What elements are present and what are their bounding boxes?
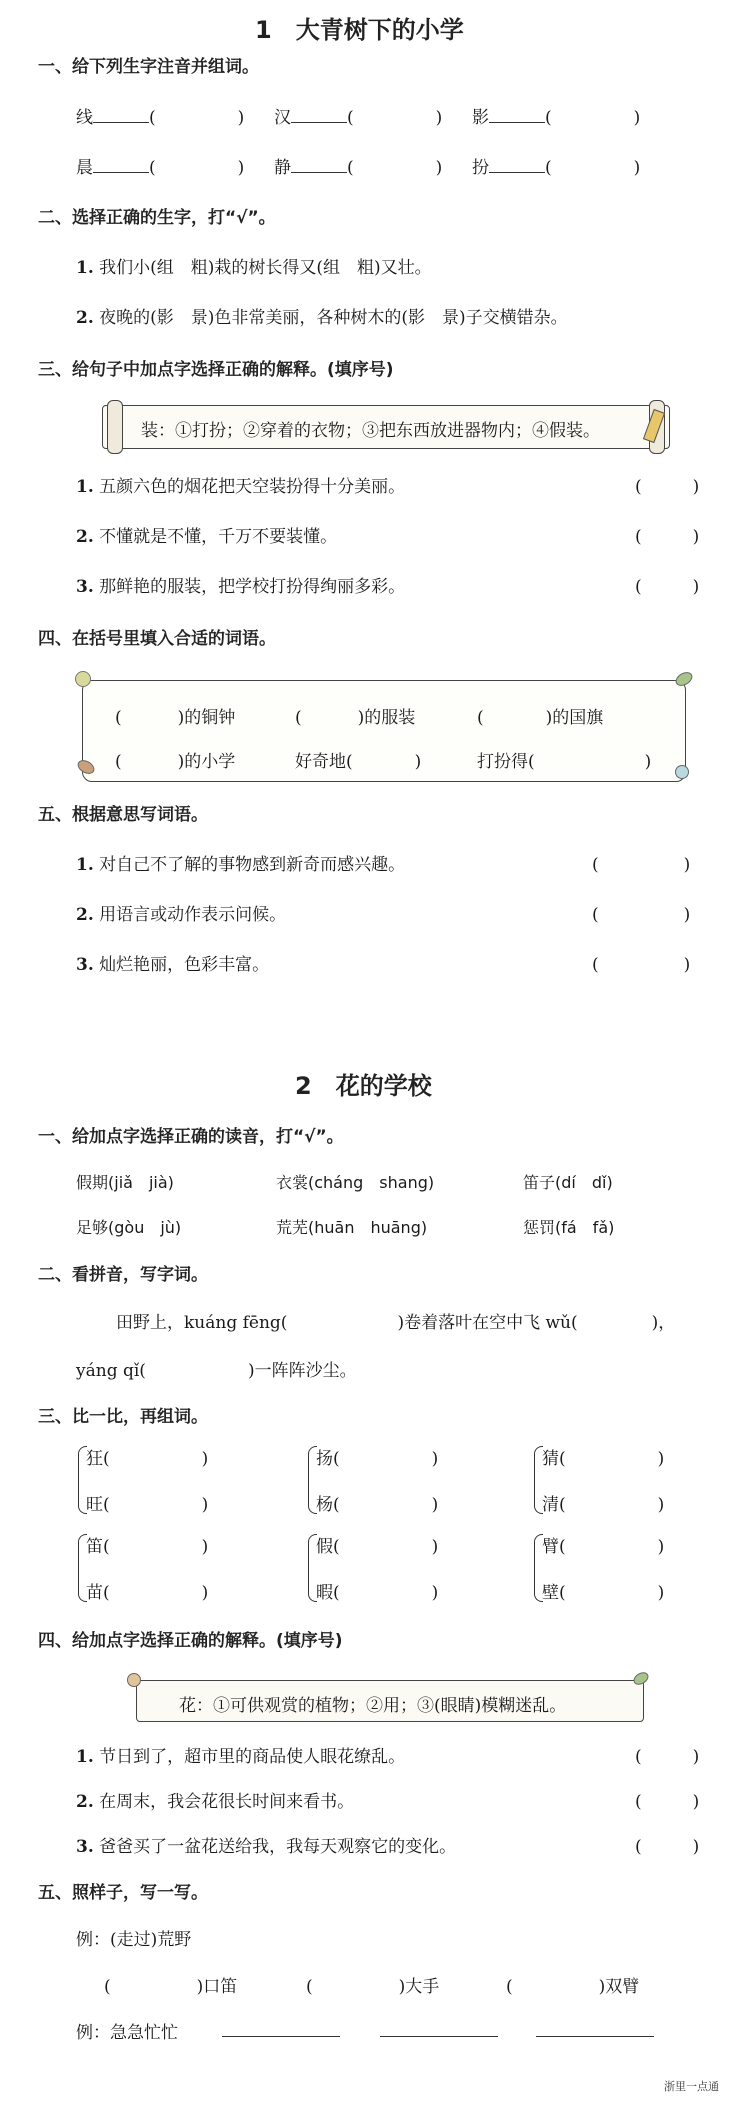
flower-icon — [127, 1673, 141, 1687]
pinyin-blank[interactable] — [93, 171, 149, 173]
answer-paren[interactable]: ( ) — [635, 1837, 700, 1857]
l2-s1-word: 惩罚(fá fǎ) — [523, 1218, 615, 1237]
answer-paren[interactable]: ( ) — [635, 1792, 700, 1812]
compare-item: 苗( ) — [86, 1583, 209, 1603]
answer-paren[interactable]: ( ) — [592, 855, 691, 875]
compare-item: 笛( ) — [86, 1537, 209, 1557]
compare-item: 清( ) — [542, 1495, 665, 1515]
l1-s3-q1: 1. 五颜六色的烟花把天空装扮得十分美丽。 — [76, 477, 406, 497]
l2-s2-line1: 田野上，kuáng fēng( )卷着落叶在空中飞 wǔ( )， — [116, 1313, 676, 1333]
fill-item: ( )的国旗 — [477, 708, 604, 728]
l2-s1-word: 笛子(dí dǐ) — [523, 1173, 613, 1192]
compare-item: 假( ) — [316, 1537, 439, 1557]
pinyin-blank[interactable] — [489, 121, 545, 123]
l2-s2-line2: yáng qǐ( )一阵阵沙尘。 — [76, 1361, 357, 1381]
l1-s2-q2: 2. 夜晚的(影 景)色非常美丽，各种树木的(影 景)子交横错杂。 — [76, 308, 568, 328]
l2-s1-heading: 一、给加点字选择正确的读音，打“√”。 — [38, 1127, 344, 1147]
answer-paren[interactable]: ( ) — [635, 527, 700, 547]
l1-s2-q1: 1. 我们小(组 粗)栽的树长得又(组 粗)又壮。 — [76, 258, 432, 278]
l1-s4-heading: 四、在括号里填入合适的词语。 — [38, 629, 276, 649]
leaf-icon — [75, 757, 97, 776]
pinyin-blank[interactable] — [489, 171, 545, 173]
flower-icon — [675, 765, 689, 779]
l1-s3-q3: 3. 那鲜艳的服装，把学校打扮得绚丽多彩。 — [76, 577, 406, 597]
answer-paren[interactable]: ( ) — [592, 905, 691, 925]
flower-icon — [75, 671, 91, 687]
l2-s1-word: 衣裳(cháng shang) — [276, 1173, 435, 1192]
leaf-icon — [673, 669, 695, 688]
l2-s4-heading: 四、给加点字选择正确的解释。(填序号) — [38, 1631, 343, 1651]
l1-s1-item: 影 ( ) — [472, 108, 641, 128]
l1-s1-item: 线 ( ) — [76, 108, 245, 128]
compare-item: 壁( ) — [542, 1583, 665, 1603]
l1-s5-heading: 五、根据意思写词语。 — [38, 805, 208, 825]
l2-s5-example2: 例：急急忙忙 — [76, 2023, 178, 2043]
l2-s4-q2: 2. 在周末，我会花很长时间来看书。 — [76, 1792, 355, 1812]
answer-line[interactable] — [380, 2036, 498, 2037]
l2-s4-q3: 3. 爸爸买了一盆花送给我，我每天观察它的变化。 — [76, 1837, 457, 1857]
l1-s1-heading: 一、给下列生字注音并组词。 — [38, 57, 259, 77]
l2-s2-heading: 二、看拼音，写字词。 — [38, 1265, 208, 1285]
fill-item: ( )的小学 — [115, 752, 236, 772]
l2-s5-fill: ( )口笛 — [104, 1977, 238, 1997]
l2-s5-fill: ( )大手 — [306, 1977, 440, 1997]
l1-s5-q1: 1. 对自己不了解的事物感到新奇而感兴趣。 — [76, 855, 406, 875]
scroll-roll-left — [107, 400, 123, 454]
l1-s3-heading: 三、给句子中加点字选择正确的解释。(填序号) — [38, 360, 394, 380]
l1-s1-item: 晨 ( ) — [76, 158, 245, 178]
fill-item: 打扮得( ) — [477, 752, 652, 772]
pinyin-blank[interactable] — [93, 121, 149, 123]
lesson2-title: 2 花的学校 — [295, 1072, 432, 1100]
l1-s5-q3: 3. 灿烂艳丽，色彩丰富。 — [76, 955, 270, 975]
l1-s1-item: 扮 ( ) — [472, 158, 641, 178]
answer-line[interactable] — [536, 2036, 654, 2037]
l2-s1-word: 足够(gòu jù) — [76, 1218, 182, 1237]
l1-s1-item: 汉 ( ) — [274, 108, 443, 128]
compare-item: 扬( ) — [316, 1449, 439, 1469]
l1-s3-q2: 2. 不懂就是不懂，千万不要装懂。 — [76, 527, 338, 547]
watermark: 浙里一点通 — [664, 2080, 719, 2093]
l2-s3-heading: 三、比一比，再组词。 — [38, 1407, 208, 1427]
compare-item: 臂( ) — [542, 1537, 665, 1557]
answer-line[interactable] — [222, 2036, 340, 2037]
l1-s2-heading: 二、选择正确的生字，打“√”。 — [38, 208, 276, 228]
compare-item: 旺( ) — [86, 1495, 209, 1515]
compare-item: 猜( ) — [542, 1449, 665, 1469]
compare-item: 暇( ) — [316, 1583, 439, 1603]
lesson1-title: 1 大青树下的小学 — [255, 16, 464, 44]
answer-paren[interactable]: ( ) — [635, 1747, 700, 1767]
fill-item: 好奇地( ) — [295, 752, 422, 772]
l2-s4-q1: 1. 节日到了，超市里的商品使人眼花缭乱。 — [76, 1747, 406, 1767]
l2-s1-word: 假期(jiǎ jià) — [76, 1173, 174, 1192]
definition-text: 花：①可供观赏的植物；②用；③(眼睛)模糊迷乱。 — [179, 1696, 567, 1716]
answer-paren[interactable]: ( ) — [592, 955, 691, 975]
l1-s3-definition-scroll — [102, 405, 670, 449]
l2-s4-definition-scroll — [136, 1680, 644, 1722]
l1-s1-item: 静 ( ) — [274, 158, 443, 178]
l2-s5-fill: ( )双臂 — [506, 1977, 640, 1997]
l2-s1-word: 荒芜(huān huāng) — [276, 1218, 428, 1237]
l2-s5-heading: 五、照样子，写一写。 — [38, 1883, 208, 1903]
l2-s5-example1: 例：(走过)荒野 — [76, 1930, 192, 1950]
fill-item: ( )的服装 — [295, 708, 416, 728]
compare-item: 狂( ) — [86, 1449, 209, 1469]
definition-text: 装：①打扮；②穿着的衣物；③把东西放进器物内；④假装。 — [141, 421, 600, 441]
pinyin-blank[interactable] — [291, 121, 347, 123]
pinyin-blank[interactable] — [291, 171, 347, 173]
fill-item: ( )的铜钟 — [115, 708, 236, 728]
answer-paren[interactable]: ( ) — [635, 577, 700, 597]
leaf-icon — [631, 1670, 650, 1688]
l1-s5-q2: 2. 用语言或动作表示问候。 — [76, 905, 287, 925]
compare-item: 杨( ) — [316, 1495, 439, 1515]
answer-paren[interactable]: ( ) — [635, 477, 700, 497]
l1-s4-word-frame — [82, 680, 686, 782]
